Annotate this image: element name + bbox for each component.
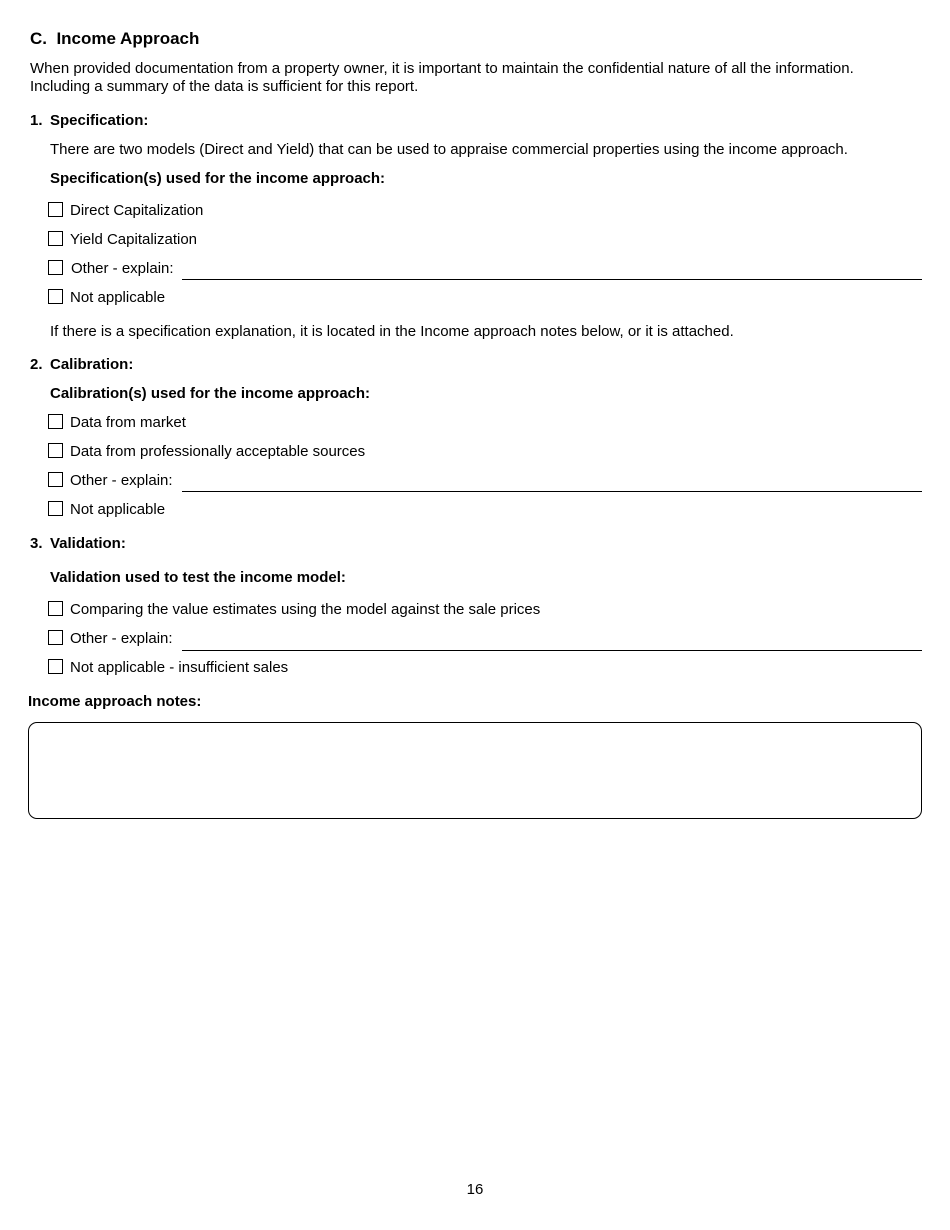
professional-sources-checkbox[interactable]: [48, 443, 63, 458]
direct-capitalization-checkbox[interactable]: [48, 202, 63, 217]
calibration-heading: [30, 356, 133, 373]
section-title: Income Approach: [56, 29, 200, 48]
specification-number: 1.: [30, 112, 43, 129]
specification-title: Specification:: [50, 112, 149, 129]
calibration-number: 2.: [30, 356, 43, 373]
income-approach-notes-label: Income approach notes:: [28, 693, 202, 710]
section-heading: [30, 29, 199, 49]
yield-capitalization-checkbox[interactable]: [48, 231, 63, 246]
page-number: 16: [466, 1181, 484, 1198]
data-from-market-checkbox[interactable]: [48, 414, 63, 429]
specification-heading: [30, 112, 148, 129]
validation-not-applicable-label: Not applicable - insufficient sales: [70, 659, 289, 676]
validation-title: Validation:: [50, 535, 126, 552]
calibration-not-applicable-checkbox[interactable]: [48, 501, 63, 516]
calibration-other-checkbox[interactable]: [48, 472, 63, 487]
section-letter: C.: [30, 29, 47, 48]
income-approach-notes-field[interactable]: [28, 722, 922, 819]
calibration-not-applicable-label: Not applicable: [70, 501, 166, 518]
specification-other-checkbox[interactable]: [48, 260, 63, 275]
direct-capitalization-label: Direct Capitalization: [70, 202, 204, 219]
compare-value-estimates-label: Comparing the value estimates using the model against the sale prices: [70, 601, 541, 618]
intro-text-line-2: Including a summary of the data is sufficient for this report.: [30, 78, 419, 95]
calibration-title: Calibration:: [50, 356, 134, 373]
specification-other-label: Other - explain:: [71, 260, 174, 277]
data-from-market-label: Data from market: [70, 414, 186, 431]
validation-number: 3.: [30, 535, 43, 552]
specification-not-applicable-checkbox[interactable]: [48, 289, 63, 304]
intro-text-line-1: When provided documentation from a property owner, it is important to maintain the confidential nature of all the information.: [30, 60, 854, 77]
specification-other-explain-field[interactable]: [182, 279, 922, 280]
validation-subheading: Validation used to test the income model:: [50, 569, 346, 586]
calibration-subheading: Calibration(s) used for the income approach:: [50, 385, 371, 402]
specification-not-applicable-label: Not applicable: [70, 289, 166, 306]
specification-footnote: If there is a specification explanation, it is located in the Income approach notes below, or it is attached.: [50, 323, 734, 340]
compare-value-estimates-checkbox[interactable]: [48, 601, 63, 616]
validation-other-label: Other - explain:: [70, 630, 173, 647]
professional-sources-label: Data from professionally acceptable sources: [70, 443, 366, 460]
specification-description: There are two models (Direct and Yield) that can be used to appraise commercial properties using the income approach.: [50, 141, 848, 158]
calibration-other-label: Other - explain:: [70, 472, 173, 489]
specification-subheading: Specification(s) used for the income approach:: [50, 170, 386, 187]
yield-capitalization-label: Yield Capitalization: [70, 231, 198, 248]
validation-not-applicable-checkbox[interactable]: [48, 659, 63, 674]
calibration-other-explain-field[interactable]: [182, 491, 922, 492]
validation-other-checkbox[interactable]: [48, 630, 63, 645]
validation-heading: [30, 535, 126, 552]
validation-other-explain-field[interactable]: [182, 650, 922, 651]
